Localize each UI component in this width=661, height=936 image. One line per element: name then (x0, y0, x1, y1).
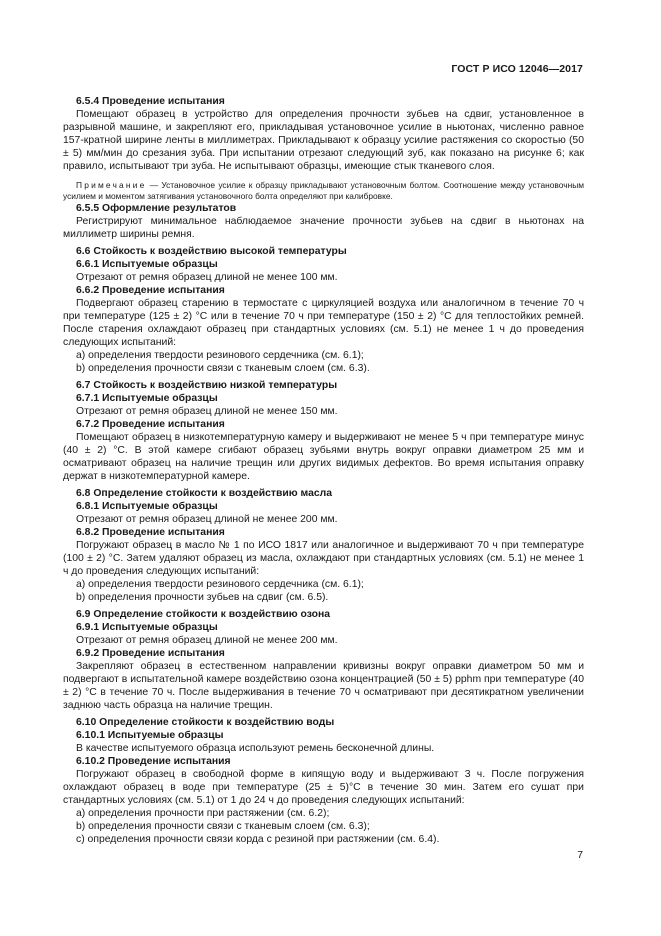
list-item: b) определения прочности связи с тканевым слоем (см. 6.3); (76, 821, 370, 832)
note-text: — Установочное усилие к образцу прикладывают установочным болтом. Соотношение между установочным усилием и моментом затягивания установочного болта определяют при калибровке. (63, 180, 584, 201)
subsection-heading: 6.5.5 Оформление результатов (76, 203, 237, 214)
list-item: a) определения твердости резинового сердечника (см. 6.1); (76, 579, 364, 590)
subsection-heading: 6.7.1 Испытуемые образцы (76, 393, 218, 404)
section-heading: 6.8 Определение стойкости к воздействию масла (76, 488, 333, 499)
note-label: Примечание (76, 180, 147, 190)
paragraph: Отрезают от ремня образец длиной не менее 100 мм. (76, 272, 338, 283)
document-header: ГОСТ Р ИСО 12046—2017 (451, 63, 583, 75)
subsection-heading: 6.9.2 Проведение испытания (76, 648, 225, 659)
subsection-heading: 6.10.2 Проведение испытания (76, 756, 231, 767)
page-number: 7 (577, 850, 583, 861)
paragraph: Отрезают от ремня образец длиной не менее 200 мм. (76, 635, 338, 646)
paragraph: Регистрируют минимальное наблюдаемое значение прочности зубьев на сдвиг в ньютонах на миллиметр ширины ремня. (63, 216, 584, 240)
paragraph: Подвергают образец старению в термостате с циркуляцией воздуха или аналогичном в течение 70 ч при температуре (125 ± 2) °С или в течение 70 ч при температуре (150 ± 2) °С для теплостойких ремней. После старения охлаждают образец при стандартных условиях (см. 5.1) не менее 1 ч до проведения следующих испытаний: (63, 298, 584, 348)
subsection-heading: 6.9.1 Испытуемые образцы (76, 622, 218, 633)
document-body (63, 95, 584, 846)
list-item: b) определения прочности связи с тканевым слоем (см. 6.3). (76, 363, 370, 374)
list-item: a) определения прочности при растяжении (см. 6.2); (76, 808, 330, 819)
paragraph: Отрезают от ремня образец длиной не менее 200 мм. (76, 514, 338, 525)
subsection-heading: 6.6.2 Проведение испытания (76, 285, 225, 296)
paragraph: Погружают образец в свободной форме в кипящую воду и выдерживают 3 ч. После погружения охлаждают образец в воде при температуре (25 ± 5)°С в течение 30 мин. Затем его сушат при стандартных условиях (см. 5.1) от 1 до 24 ч до проведения следующих испытаний: (63, 769, 584, 806)
subsection-heading: 6.7.2 Проведение испытания (76, 419, 225, 430)
section-heading: 6.7 Стойкость к воздействию низкой температуры (76, 380, 338, 391)
paragraph: Помещают образец в устройство для определения прочности зубьев на сдвиг, установленное в разрывной машине, и закрепляют его, прикладывая установочное усилие в ньютонах, численно равное 157-кратной ширине ленты в миллиметрах. Прикладывают к образцу усилие растяжения со скоростью (50 ± 5) мм/мин до срезания зуба. При испытании отрезают следующий зуб, как показано на рисунке 6; как правило, испытывают три зуба. Не испытывают образцы, имеющие стык тканевого слоя. (63, 109, 584, 172)
paragraph: Отрезают от ремня образец длиной не менее 150 мм. (76, 406, 338, 417)
list-item: c) определения прочности связи корда с резиной при растяжении (см. 6.4). (76, 834, 440, 845)
subsection-heading: 6.6.1 Испытуемые образцы (76, 259, 218, 270)
list-item: b) определения прочности зубьев на сдвиг (см. 6.5). (76, 592, 329, 603)
list-item: a) определения твердости резинового сердечника (см. 6.1); (76, 350, 364, 361)
paragraph: В качестве испытуемого образца используют ремень бесконечной длины. (76, 743, 435, 754)
paragraph: Закрепляют образец в естественном направлении кривизны вокруг оправки диаметром 50 мм и подвергают в испытательной камере воздействию озона концентрацией (50 ± 5) pphm при температуре (40 ± 2) °С в течение 70 ч. После выдерживания в течение 70 ч осматривают при десятикратном увеличении заднюю часть образца на наличие трещин. (63, 661, 584, 711)
section-heading: 6.6 Стойкость к воздействию высокой температуры (76, 246, 347, 257)
section-heading: 6.9 Определение стойкости к воздействию озона (76, 609, 331, 620)
section-heading: 6.10 Определение стойкости к воздействию воды (76, 717, 335, 728)
paragraph: Погружают образец в масло № 1 по ИСО 1817 или аналогичное и выдерживают 70 ч при температуре (100 ± 2) °С. Затем удаляют образец из масла, охлаждают при стандартных условиях (см. 5.1) не менее 1 ч до проведения следующих испытаний: (63, 540, 584, 577)
subsection-heading: 6.5.4 Проведение испытания (76, 96, 225, 107)
note (63, 180, 584, 202)
subsection-heading: 6.10.1 Испытуемые образцы (76, 730, 224, 741)
paragraph: Помещают образец в низкотемпературную камеру и выдерживают не менее 5 ч при температуре минус (40 ± 2) °С. В этой камере сгибают образец зубьями внутрь вокруг оправки диаметром 25 мм и осматривают образец на наличие трещин или других видимых дефектов. Во время испытания оправку держат в низкотемпературной камере. (63, 432, 584, 482)
subsection-heading: 6.8.2 Проведение испытания (76, 527, 225, 538)
subsection-heading: 6.8.1 Испытуемые образцы (76, 501, 218, 512)
